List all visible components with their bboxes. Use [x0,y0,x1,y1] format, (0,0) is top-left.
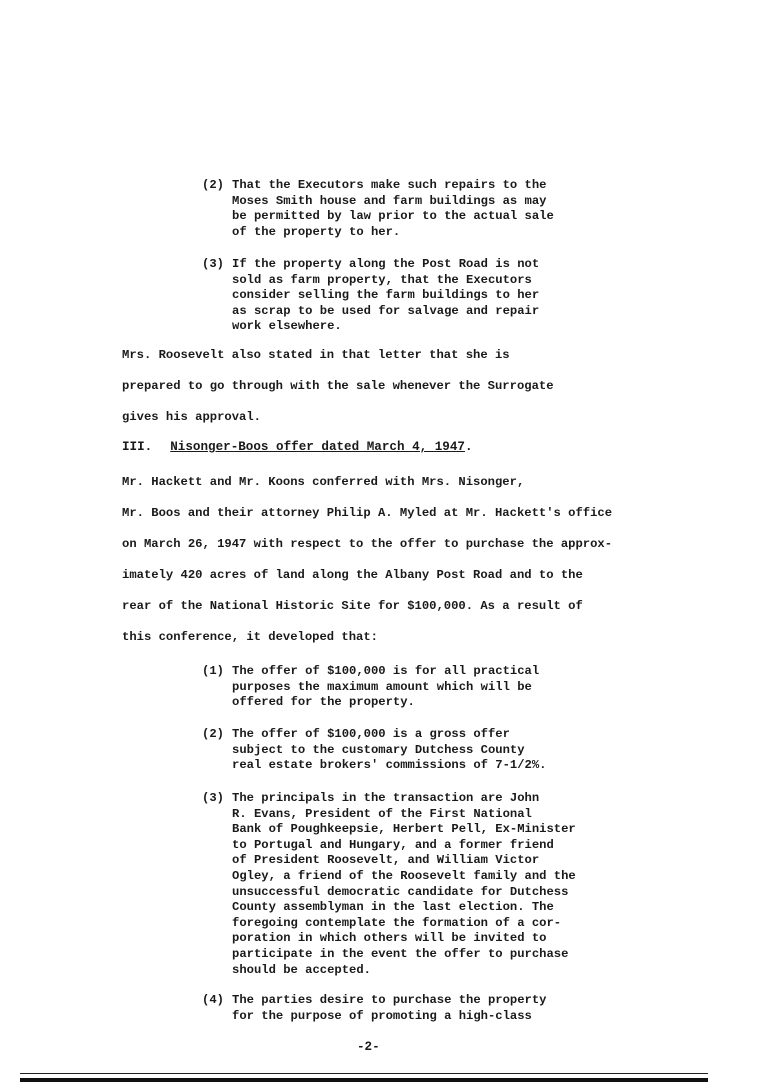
list-item-maximum-offer [202,664,622,711]
list-item-principals [202,791,622,978]
footer-rule-thin [20,1073,708,1074]
item-text: That the Executors make such repairs to the Moses Smith house and farm buildings as may be permitted by law prior to the actual sale of the property to her. [232,178,554,239]
item-text: The offer of $100,000 is for all practical purposes the maximum amount which will be offered for the property. [232,664,540,710]
item-text: The offer of $100,000 is a gross offer subject to the customary Dutchess County real estate brokers' commissions of 7-1/2%. [232,727,547,773]
section-title-period: . [464,440,473,454]
section-title: Nisonger-Boos offer dated March 4, 1947 [170,440,465,454]
item-number: (1) [202,664,224,678]
list-item-executor-repairs [202,178,622,240]
paragraph-roosevelt-letter: Mrs. Roosevelt also stated in that letter that she is prepared to go through with the sale whenever the Surrogate gives his approval. [122,348,554,424]
section-heading [122,440,473,454]
item-number: (3) [202,791,224,805]
footer-rule-thick [20,1078,708,1082]
list-item-purpose [202,993,622,1024]
section-numeral: III. [122,440,153,454]
item-text: If the property along the Post Road is not sold as farm property, that the Executors consider selling the farm buildings to her as scrap to be used for salvage and repair work elsewhere. [232,257,540,334]
item-number: (4) [202,993,224,1007]
page-number: -2- [357,1040,380,1054]
list-item-scrap-buildings [202,257,622,335]
paragraph-conference: Mr. Hackett and Mr. Koons conferred with Mrs. Nisonger, Mr. Boos and their attorney Philip A. Myled at Mr. Hackett's office on March 26, 1947 with respect to the offer to purchase the approx- imately 420 acres of land along the Albany Post Road and to the rear of the National Historic Site for $100,000. As a result of this conference, it developed that: [122,475,613,644]
item-text: The principals in the transaction are John R. Evans, President of the First National Bank of Poughkeepsie, Herbert Pell, Ex-Minister to Portugal and Hungary, and a former friend of President Roosevelt, and William Victor Ogley, a friend of the Roosevelt family and the unsuccessful democratic candidate for Dutchess County assemblyman in the last election. The foregoing contemplate the formation of a cor- poration in which others will be invited to participate in the event the offer to purchase should be accepted. [232,791,576,977]
item-number: (2) [202,727,224,741]
item-text: The parties desire to purchase the property for the purpose of promoting a high-class [232,993,547,1023]
list-item-gross-offer [202,727,622,774]
item-number: (3) [202,257,224,271]
item-number: (2) [202,178,224,192]
